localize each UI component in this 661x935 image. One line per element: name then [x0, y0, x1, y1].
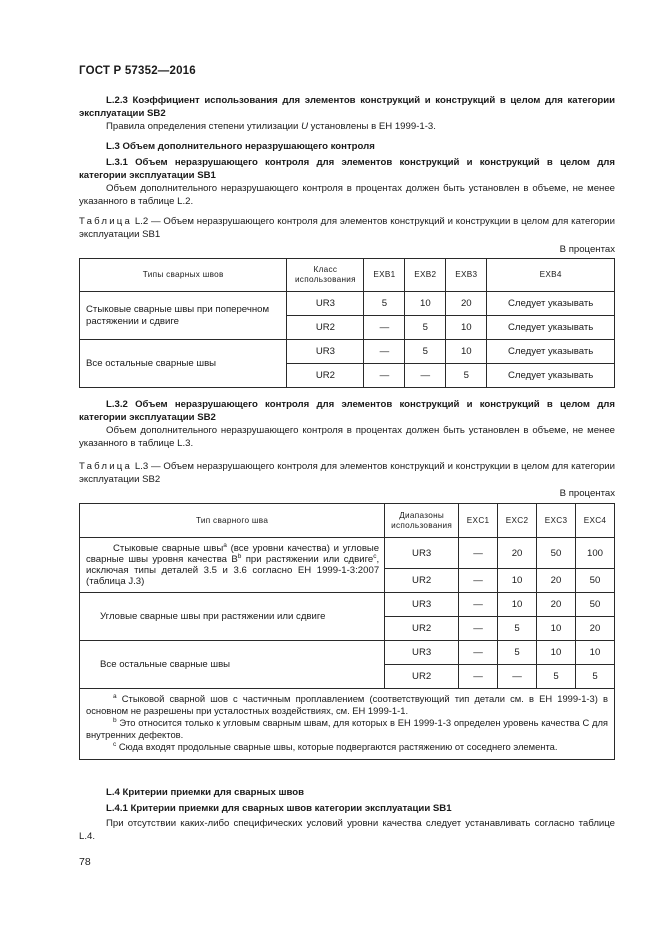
- section-l31-body: Объем дополнительного неразрушающего контроля в процентах должен быть установлен в объеме, не менее указанного в таблице L.2.: [79, 183, 615, 207]
- table-cell: 10: [446, 340, 487, 364]
- section-l4-heading: L.4 Критерии приемки для сварных швов: [106, 787, 304, 798]
- table-cell: 50: [575, 569, 614, 593]
- table-l2-group-label: Стыковые сварные швы при поперечном растяжении и сдвиге: [80, 292, 287, 340]
- table-l3-header-row: [80, 504, 615, 538]
- table-l3-group-label: Угловые сварные швы при растяжении или сдвиге: [80, 593, 385, 641]
- table-cell: —: [459, 538, 498, 569]
- table-cell: 10: [537, 641, 576, 665]
- table-cell: —: [498, 665, 537, 689]
- table-cell: —: [364, 364, 405, 388]
- table-cell: 5: [498, 641, 537, 665]
- table-cell: 20: [446, 292, 487, 316]
- table-l3: [79, 503, 615, 760]
- table-cell: UR2: [287, 364, 364, 388]
- table-l3-caption: Таблица L.3 — Объем неразрушающего контроля для элементов конструкций и конструкции в целом для категории эксплуатации SB2: [79, 461, 615, 485]
- table-l3-header: Тип сварного шва: [80, 504, 385, 538]
- section-l32-heading: L.3.2 Объем неразрушающего контроля для элементов конструкций и конструкций в целом для категории эксплуатации SB2: [79, 399, 615, 423]
- table-l3-header: EXC2: [498, 504, 537, 538]
- table-cell: UR2: [385, 665, 459, 689]
- footnote-c: $^c$ Сюда входят продольные сварные швы, которые подвергаются растяжению от соседнего элемента.: [113, 741, 558, 752]
- table-l2-caption: Таблица L.2 — Объем неразрушающего контроля для элементов конструкций и конструкции в целом для категории эксплуатации SB1: [79, 216, 615, 240]
- table-cell: 10: [446, 316, 487, 340]
- table-cell: 20: [537, 569, 576, 593]
- footnote-b: $^b$ Это относится только к угловым сварным швам, для которых в ЕН 1999-1-3 определен уровень качества С для внутренних дефектов.: [86, 717, 608, 740]
- table-l3-group-label: Стыковые сварные швы$^a$ (все уровни качества) и угловые сварные швы уровня качества $B^b$ при растяжении или сдвиге$^c$, исключая типы деталей 3.5 и 3.6 согласно ЕН 1999-1-3:2007 (таблица J.3): [80, 538, 385, 593]
- table-l2: [79, 258, 615, 388]
- table-cell: 50: [537, 538, 576, 569]
- page-number: 78: [79, 856, 91, 868]
- table-l2-header-row: [80, 259, 615, 292]
- table-row: [80, 340, 615, 364]
- table-l2-header: EXB2: [405, 259, 446, 292]
- table-cell: —: [364, 340, 405, 364]
- section-l41-body: При отсутствии каких-либо специфических условий уровни качества следует устанавливать согласно таблице L.4.: [79, 818, 615, 842]
- table-cell: UR2: [287, 316, 364, 340]
- section-l32-body: Объем дополнительного неразрушающего контроля в процентах должен быть установлен в объеме, не менее указанного в таблице L.3.: [79, 425, 615, 449]
- table-l2-header: Класс использования: [287, 259, 364, 292]
- section-l23-body: Правила определения степени утилизации U установлены в ЕН 1999-1-3.: [106, 121, 436, 132]
- table-cell: 5: [446, 364, 487, 388]
- table-cell: —: [459, 641, 498, 665]
- table-l2-header: Типы сварных швов: [80, 259, 287, 292]
- table-row: [80, 593, 615, 617]
- table-l3-header: EXC3: [537, 504, 576, 538]
- table-l2-header: EXB1: [364, 259, 405, 292]
- table-l3-units: В процентах: [559, 488, 615, 499]
- table-l2-header: EXB4: [487, 259, 615, 292]
- table-cell: —: [364, 316, 405, 340]
- table-cell: —: [459, 665, 498, 689]
- section-l23-heading: L.2.3 Коэффициент использования для элементов конструкций и конструкций в целом для категории эксплуатации SB2: [79, 95, 615, 119]
- table-cell: UR3: [385, 538, 459, 569]
- table-cell: Следует указывать: [487, 316, 615, 340]
- footnote-a: $^a$ Стыковой сварной шов с частичным проплавлением (соответствующий тип детали см. в ЕН 1999-1-3) в основном не разрешены при усталостных воздействиях, см. ЕН 1999-1-1.: [86, 693, 608, 716]
- section-l41-heading: L.4.1 Критерии приемки для сварных швов категории эксплуатации SB1: [106, 803, 452, 814]
- table-cell: Следует указывать: [487, 340, 615, 364]
- table-cell: 50: [575, 593, 614, 617]
- table-cell: UR2: [385, 617, 459, 641]
- table-l3-header: EXC4: [575, 504, 614, 538]
- table-l2-group-label: Все остальные сварные швы: [80, 340, 287, 388]
- table-cell: 5: [405, 340, 446, 364]
- table-cell: UR3: [385, 593, 459, 617]
- table-cell: —: [459, 617, 498, 641]
- table-l3-group-label: Все остальные сварные швы: [80, 641, 385, 689]
- table-cell: 10: [498, 593, 537, 617]
- utilization-variable: U: [301, 121, 309, 132]
- table-cell: UR2: [385, 569, 459, 593]
- table-l2-header: EXB3: [446, 259, 487, 292]
- table-cell: UR3: [287, 340, 364, 364]
- table-cell: 20: [575, 617, 614, 641]
- table-cell: 10: [537, 617, 576, 641]
- table-cell: UR3: [385, 641, 459, 665]
- table-l3-notes: [80, 689, 615, 760]
- table-cell: 10: [405, 292, 446, 316]
- table-row: [80, 292, 615, 316]
- table-row: [80, 641, 615, 665]
- table-cell: 5: [405, 316, 446, 340]
- section-l31-heading: L.3.1 Объем неразрушающего контроля для элементов конструкций и конструкций в целом для категории эксплуатации SB1: [79, 157, 615, 181]
- table-cell: 5: [575, 665, 614, 689]
- table-cell: 20: [537, 593, 576, 617]
- table-cell: UR3: [287, 292, 364, 316]
- document-header: ГОСТ Р 57352—2016: [79, 65, 196, 77]
- table-cell: 10: [575, 641, 614, 665]
- table-cell: 5: [537, 665, 576, 689]
- table-l3-notes-row: [80, 689, 615, 760]
- table-cell: Следует указывать: [487, 364, 615, 388]
- table-cell: —: [459, 593, 498, 617]
- table-cell: Следует указывать: [487, 292, 615, 316]
- table-l3-header: EXC1: [459, 504, 498, 538]
- table-row: [80, 538, 615, 569]
- table-l3-header: Диапазоны использования: [385, 504, 459, 538]
- table-l2-units: В процентах: [559, 244, 615, 255]
- table-cell: 5: [364, 292, 405, 316]
- table-cell: 20: [498, 538, 537, 569]
- table-cell: —: [459, 569, 498, 593]
- table-cell: 100: [575, 538, 614, 569]
- section-l3-heading: L.3 Объем дополнительного неразрушающего контроля: [106, 141, 375, 152]
- table-cell: —: [405, 364, 446, 388]
- table-cell: 10: [498, 569, 537, 593]
- table-cell: 5: [498, 617, 537, 641]
